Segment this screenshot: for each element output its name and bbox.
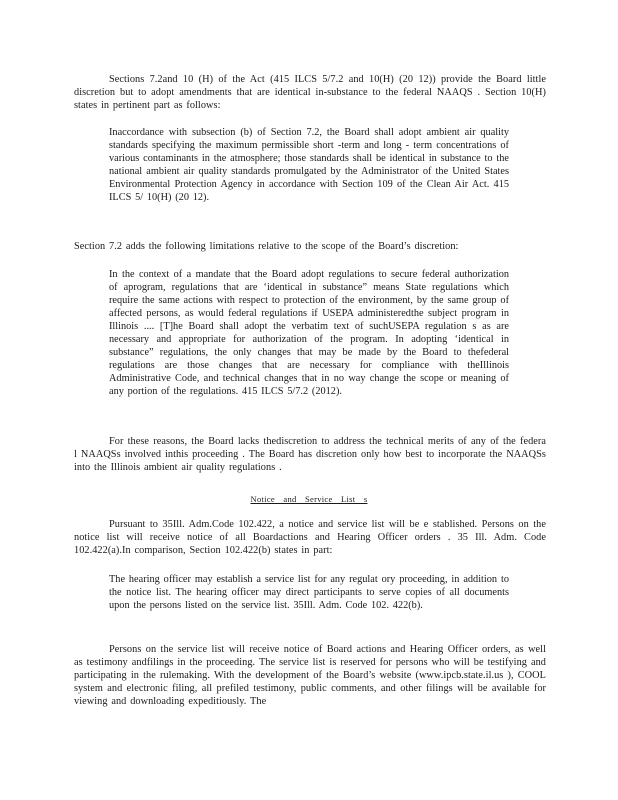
paragraph-section-7-2-intro: Section 7.2 adds the following limitations relative to the scope of the Board’s discretion: [74, 241, 459, 252]
paragraph-service-list: Persons on the service list will receive notice of Board actions and Hearing Officer orders, as well as testimony andfilings in the proceeding. The service list is reserved for persons who will be testifying and participating in the rulemaking. With the development of the Board’s website (www.ipcb.state.il.us ), COOL system and electronic filing, all prefiled testimony, public comments, and other filings will be available for viewing and downloading expeditiously. The [74, 644, 546, 707]
section-heading-notice-service: Notice and Service List s [250, 494, 368, 504]
block-quote-section-7-2: In the context of a mandate that the Board adopt regulations to secure federal authorization of aprogram, regulations that are ‘identical in substance” means State regulations which require the same actions with respect to protection of the environment, by the same group of affected persons, as would federal regulations if USEPA administeredthe subject program in Illinois .... [T]he Board shall adopt the verbatim text of suchUSEPA regulation s as are necessary and appropriate for authorization of the program. In adopting ‘identical in substance” regulations, the only changes that may be made by the Board to thefederal regulations are those changes that are necessary for compliance with theIllinois Administrative Code, and technical changes that in no way change the scope or meaning of any portion of the regulations. 415 ILCS 5/7.2 (2012). [109, 269, 509, 397]
paragraph-statutory-authority: Sections 7.2and 10 (H) of the Act (415 ILCS 5/7.2 and 10(H) (20 12)) provide the Board little discretion but to adopt amendments that are identical in-substance to the federal NAAQS . Section 10(H) states in pertinent part as follows: [74, 74, 546, 111]
block-quote-102-422b: The hearing officer may establish a service list for any regulat ory proceeding, in addition to the notice list. The hearing officer may direct participants to serve copies of all documents upon the persons listed on the service list. 35Ill. Adm. Code 102. 422(b). [109, 574, 509, 611]
block-quote-section-10h: Inaccordance with subsection (b) of Section 7.2, the Board shall adopt ambient air quality standards specifying the maximum permissible short -term and long - term concentrations of various contaminants in the atmosphere; those standards shall be identical in substance to the national ambient air quality standards promulgated by the Administrator of the United States Environmental Protection Agency in accordance with Section 109 of the Clean Air Act. 415 ILCS 5/ 10(H) (20 12). [109, 127, 509, 203]
paragraph-board-discretion: For these reasons, the Board lacks thediscretion to address the technical merits of any of the federa l NAAQSs involved inthis proceeding . The Board has discretion only how best to incorporate the NAAQSs into the Illinois ambient air quality regulations . [74, 436, 546, 473]
paragraph-notice-list: Pursuant to 35Ill. Adm.Code 102.422, a notice and service list will be e stablished. Persons on the notice list will receive notice of all Boardactions and Hearing Officer orders . 35 Ill. Adm. Code 102.422(a).In comparison, Section 102.422(b) states in part: [74, 519, 546, 556]
